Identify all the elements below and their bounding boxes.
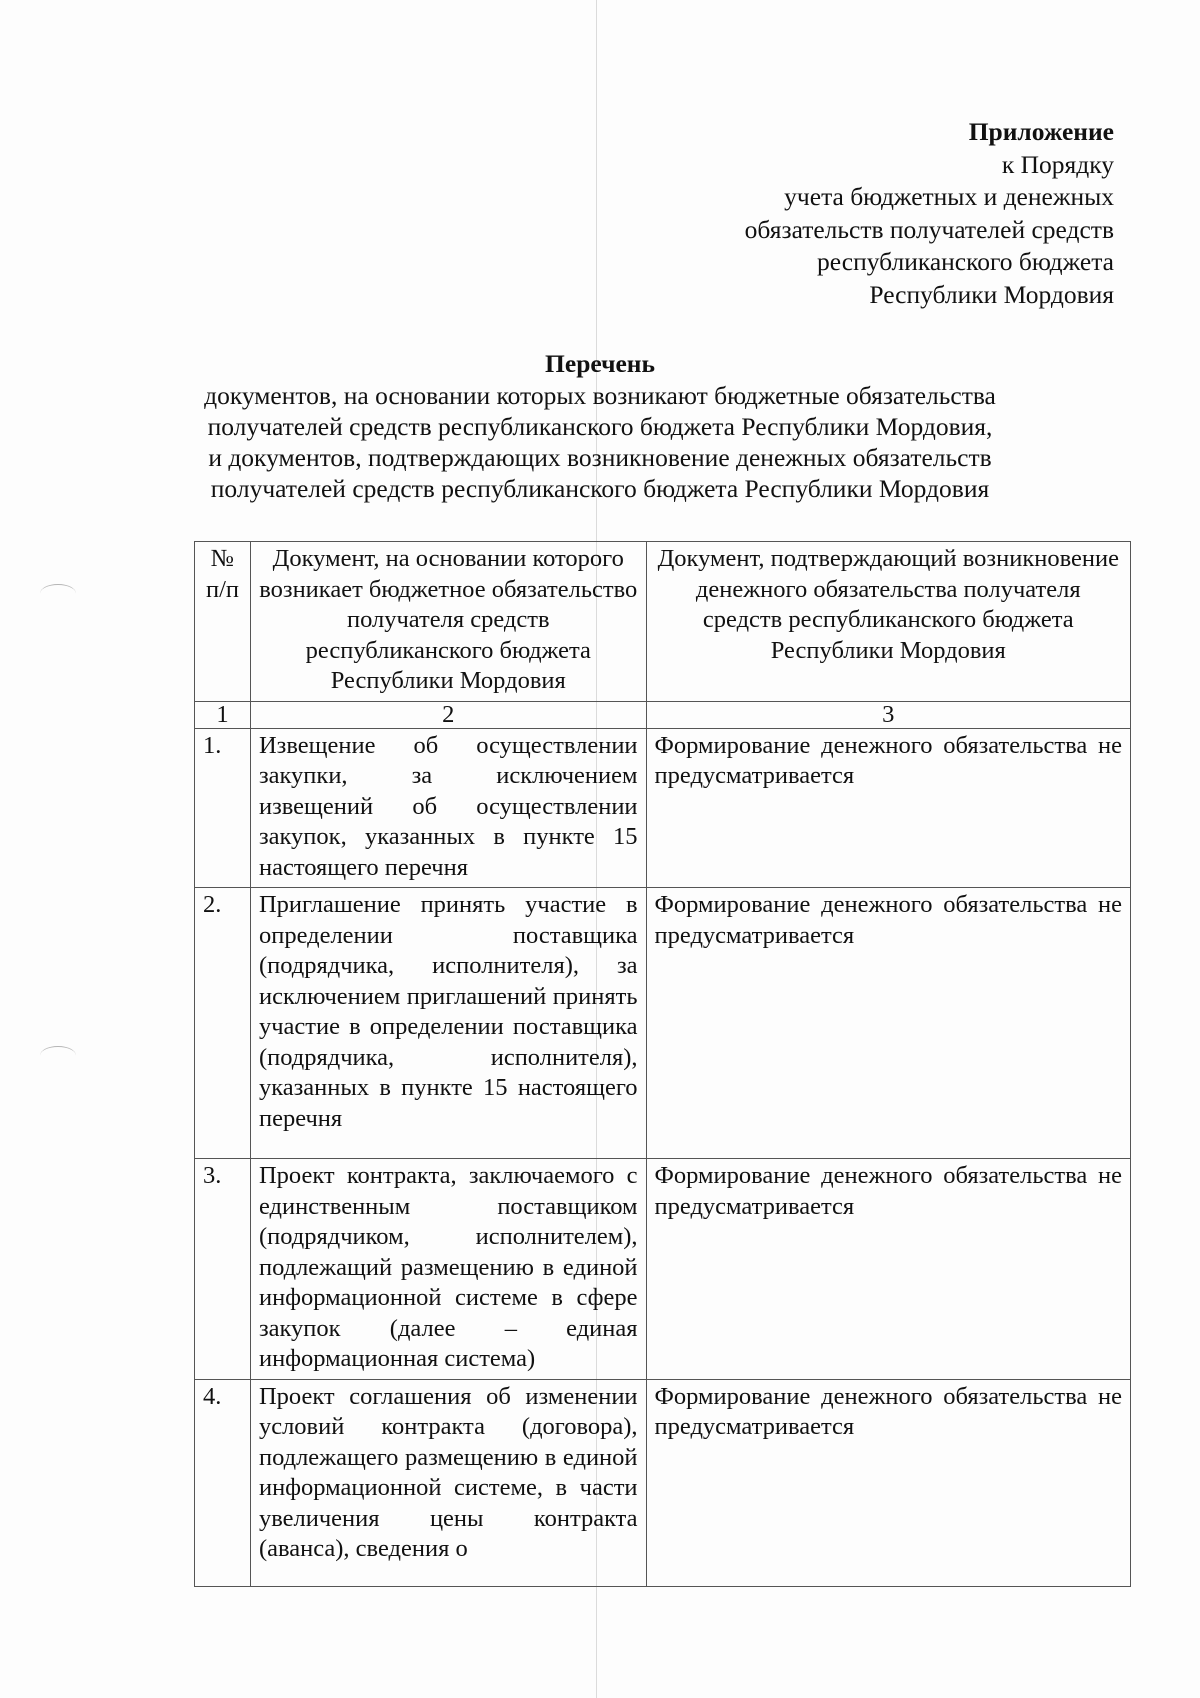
title-subline: получателей средств республиканского бюджета Республики Мордовия,	[207, 412, 993, 441]
appendix-block	[594, 116, 1114, 311]
punch-hole-mark	[40, 1046, 76, 1065]
column-number-row	[195, 701, 1131, 728]
table-row	[195, 1159, 1131, 1380]
table-row	[195, 1379, 1131, 1586]
title-subline: документов, на основании которых возникают бюджетные обязательства	[204, 381, 996, 410]
document-title: Перечень	[545, 349, 655, 378]
header-confirming-document: Документ, подтверждающий возникновение денежного обязательства получателя средств республиканского бюджета Республики Мордовия	[646, 542, 1130, 702]
appendix-line: к Порядку	[1001, 149, 1114, 179]
row-number: 2.	[195, 888, 251, 1159]
confirming-document-cell: Формирование денежного обязательства не предусматривается	[646, 1159, 1130, 1380]
confirming-document-cell: Формирование денежного обязательства не предусматривается	[646, 728, 1130, 888]
appendix-line: учета бюджетных и денежных	[784, 182, 1114, 211]
confirming-document-cell: Формирование денежного обязательства не предусматривается	[646, 1379, 1130, 1586]
title-subline: и документов, подтверждающих возникновение денежных обязательств	[208, 443, 992, 472]
table-header-row	[195, 542, 1131, 702]
appendix-line: Республики Мордовия	[869, 279, 1114, 309]
column-number: 3	[646, 701, 1130, 728]
appendix-line: республиканского бюджета	[817, 247, 1114, 276]
row-number: 3.	[195, 1159, 251, 1380]
appendix-heading: Приложение	[968, 117, 1114, 146]
column-number: 1	[195, 701, 251, 728]
row-number: 1.	[195, 728, 251, 888]
documents-table	[194, 541, 1131, 1587]
header-basis-document: Документ, на основании которого возникает бюджетное обязательство получателя средств республиканского бюджета Республики Мордовия	[250, 542, 646, 702]
basis-document-cell: Извещение об осуществлении закупки, за исключением извещений об осуществлении закупок, указанных в пункте 15 настоящего перечня	[250, 728, 646, 888]
title-subline: получателей средств республиканского бюджета Республики Мордовия	[210, 474, 990, 503]
row-number: 4.	[195, 1379, 251, 1586]
appendix-line: обязательств получателей средств	[744, 214, 1114, 244]
basis-document-cell: Проект соглашения об изменении условий контракта (договора), подлежащего размещению в единой информационной системе, в части увеличения цены контракта (аванса), сведения о	[250, 1379, 646, 1586]
basis-document-cell: Приглашение принять участие в определении поставщика (подрядчика, исполнителя), за исключением приглашений принять участие в определении поставщика (подрядчика, исполнителя), указанных в пункте 15 настоящего перечня	[250, 888, 646, 1159]
basis-document-cell: Проект контракта, заключаемого с единственным поставщиком (подрядчиком, исполнителем), подлежащий размещению в единой информационной системе в сфере закупок (далее – единая информационная система)	[250, 1159, 646, 1380]
table-row	[195, 728, 1131, 888]
confirming-document-cell: Формирование денежного обязательства не предусматривается	[646, 888, 1130, 1159]
column-number: 2	[250, 701, 646, 728]
header-number: № п/п	[195, 542, 251, 702]
table-row	[195, 888, 1131, 1159]
title-block	[180, 348, 1020, 504]
punch-hole-mark	[40, 584, 76, 603]
